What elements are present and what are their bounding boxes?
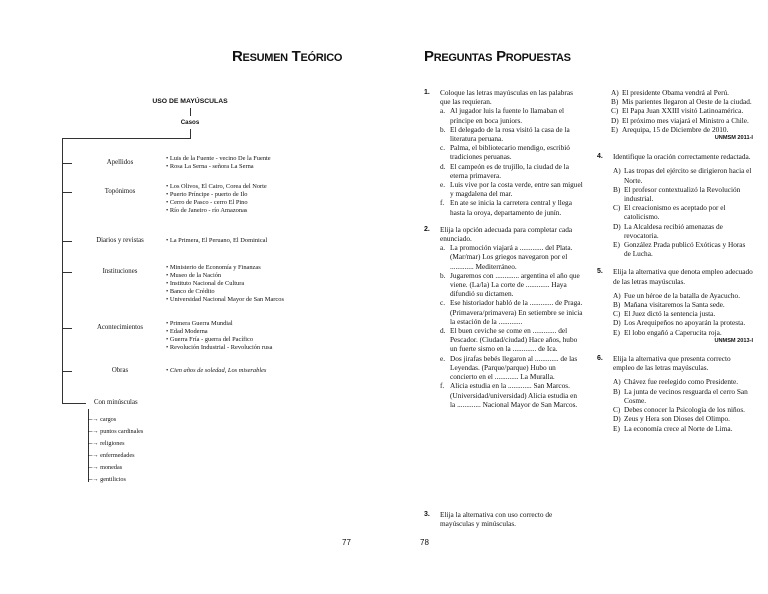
option-letter: E): [613, 327, 620, 337]
question-number: 4.: [597, 153, 603, 161]
item-text: La promoción viajará a ............. del Plata. (Mar/mar) Los griegos navegaron por el ............. Mediterráneo.: [450, 243, 573, 271]
diagram-casos: Casos: [180, 119, 200, 126]
items-acontecimientos: [166, 320, 272, 352]
item: • Banco de Crédito: [166, 288, 284, 296]
item-text: Palma, el bibliotecario mendigo, escribió tradiciones peruanas.: [450, 143, 570, 162]
option: [613, 414, 753, 423]
option: [613, 203, 753, 221]
sub-label: gentilicios: [100, 476, 126, 483]
root-connector: [190, 108, 191, 116]
item-letter: f.: [440, 381, 445, 391]
option-text: Mañana visitaremos la Santa sede.: [624, 300, 725, 310]
items-apellidos: [166, 155, 271, 171]
question-number: 3.: [424, 511, 430, 518]
option-letter: B): [611, 97, 619, 107]
option-letter: D): [613, 318, 621, 328]
option-text: El lobo engañó a Caperucita roja.: [624, 327, 722, 337]
question-6: [597, 354, 753, 433]
option: [613, 166, 753, 184]
option-text: La junta de vecinos resguarda el cerro San Cosme.: [624, 386, 748, 405]
category-minusculas: Con minúsculas: [94, 399, 138, 406]
option-letter: A): [611, 88, 619, 97]
item-letter: c.: [440, 298, 446, 308]
q1-item: [440, 143, 584, 161]
option-letter: C): [613, 203, 621, 213]
option: [613, 300, 753, 309]
sub-label: cargos: [100, 416, 117, 423]
option: [611, 106, 753, 115]
option-letter: D): [611, 115, 619, 125]
branch-line: [62, 192, 72, 193]
item-text: El delegado de la rosa visitó la casa de la literatura peruana.: [450, 124, 570, 144]
option-text: El próximo mes viajará el Ministro a Chile.: [622, 115, 749, 125]
items-instituciones: [166, 264, 284, 304]
category-toponimos: Topónimos: [104, 188, 136, 195]
option: [613, 377, 753, 386]
left-page-title: Resumen Teórico: [232, 48, 343, 65]
item: • Instituto Nacional de Cultura: [166, 280, 284, 288]
question-3: [424, 510, 584, 528]
question-2: [424, 225, 584, 409]
q2-item: [440, 354, 584, 382]
option: [613, 328, 753, 337]
item-text: El campeón es de trujillo, la ciudad de la eterna primavera.: [450, 161, 569, 180]
item-letter: c.: [440, 143, 446, 153]
question-number: 6.: [597, 355, 603, 363]
option-letter: B): [613, 386, 621, 396]
item-text: Alicia estudia en la ............. San Marcos. (Universidad/universidad) Alicia estudia en la ............. Nacional Mayor de San Marcos.: [450, 381, 578, 409]
item-letter: a.: [440, 243, 446, 253]
branch-line: [62, 272, 72, 273]
category-instituciones: Instituciones: [102, 268, 138, 275]
items-diarios: [166, 237, 267, 245]
column-left: [424, 88, 584, 415]
item: • Puerto Príncipe - puerto de Ilo: [166, 191, 267, 199]
q1-item: [440, 198, 584, 216]
q2-item: [440, 298, 584, 326]
top-bar: [62, 138, 191, 139]
item: • La Primera, El Peruano, El Dominical: [166, 237, 267, 245]
option: [611, 97, 753, 106]
q1-item: [440, 106, 584, 124]
option-text: El Papa Juan XXIII visitó Latinoamérica.: [622, 106, 744, 116]
sub-label: religiones: [100, 440, 125, 447]
right-page-title: Preguntas Propuestas: [424, 48, 571, 65]
branch-line: [62, 241, 72, 242]
option-letter: B): [613, 184, 621, 194]
option: [613, 387, 753, 405]
sub-item: ─→ cargos: [88, 416, 117, 423]
item: • Museo de la Nación: [166, 272, 284, 280]
option-text: Mis parientes llegaron al Oeste de la ciudad.: [622, 97, 752, 107]
item: • Río de Janeiro - río Amazonas: [166, 207, 267, 215]
item-text: Dos jirafas bebés llegaron al ............. de las Leyendas. (Parque/parque) Hubo un concierto en el ............. La Muralla.: [450, 353, 578, 382]
option-letter: E): [613, 423, 620, 433]
sub-item: ─→ puntos cardinales: [88, 428, 144, 435]
item: • Primera Guerra Mundial: [166, 320, 272, 328]
option-text: Debes conocer la Psicología de los niños.: [624, 405, 745, 415]
option-text: Zeus y Hera son Dioses del Olimpo.: [624, 414, 730, 424]
diagram-root: USO DE MAYÚSCULAS: [152, 98, 228, 105]
item-text: En ate se inicia la carretera central y llega hasta la oroya, departamento de junín.: [450, 198, 572, 217]
option-text: La economía crece al Norte de Lima.: [624, 423, 733, 433]
option-text: Los Arequipeños no apoyarán la protesta.: [624, 318, 746, 328]
option: [613, 309, 753, 318]
q3-options: [597, 88, 753, 143]
q1-item: [440, 180, 584, 198]
option-letter: A): [613, 290, 621, 300]
right-page-number: 78: [420, 538, 429, 547]
item: • Universidad Nacional Mayor de San Marcos: [166, 296, 284, 304]
question-stem: Elija la alternativa que presenta correcto empleo de las letras mayúsculas.: [613, 354, 731, 373]
branch-line: [62, 371, 72, 372]
option-letter: C): [611, 106, 619, 116]
item-letter: d.: [440, 326, 446, 336]
item-text: Al jugador luis la fuente lo llamaban el príncipe en boca juniors.: [450, 106, 565, 125]
item: • Guerra Fría - guerra del Pacífico: [166, 336, 272, 344]
option: [613, 405, 753, 414]
item: • Los Olivos, El Cairo, Corea del Norte: [166, 183, 267, 191]
question-stem: Elija la opción adecuada para completar cada enunciado.: [440, 224, 573, 244]
item: • Cien años de soledad, Los miserables: [166, 367, 266, 375]
question-number: 1.: [424, 89, 430, 96]
option-text: González Prada publicó Exóticas y Horas de Lucha.: [624, 240, 746, 259]
option-text: Chávez fue reelegido como Presidente.: [624, 377, 739, 387]
option: [611, 88, 753, 97]
item: • Cerro de Pasco - cerro El Pino: [166, 199, 267, 207]
option-text: El creacionismo es aceptado por el catolicismo.: [624, 203, 726, 222]
item-letter: d.: [440, 161, 446, 171]
option: [611, 116, 753, 125]
q1-item: [440, 125, 584, 143]
option: [613, 291, 753, 300]
minusculas-list: [88, 416, 143, 488]
question-stem: Coloque las letras mayúsculas en las palabras que las requieran.: [440, 88, 573, 107]
option: [613, 240, 753, 258]
item-letter: b.: [440, 124, 446, 134]
sub-label: monedas: [100, 464, 123, 471]
question-stem: Identifique la oración correctamente redactada.: [613, 152, 751, 162]
question-stem: Elija la alternativa con uso correcto de mayúsculas y minúsculas.: [440, 510, 553, 529]
question-4: [597, 152, 753, 258]
left-page-number: 77: [342, 538, 351, 547]
item-text: Luis vive por la costa verde, entre san miguel y magdalena del mar.: [450, 180, 583, 199]
q2-item: [440, 326, 584, 354]
items-toponimos: [166, 183, 267, 215]
item-text: El buen ceviche se come en ............. del Pescador. (Ciudad/ciudad) Hace años, hubo un fuerte sismo en la ............. de Ica.: [450, 326, 578, 354]
option-text: Las tropas del ejército se dirigieron hacia el Norte.: [624, 166, 752, 185]
sub-label: puntos cardinales: [100, 428, 144, 435]
option-text: La Alcaldesa recibió amenazas de revocatoria.: [624, 221, 723, 240]
casos-connector: [190, 129, 191, 138]
option-letter: C): [613, 309, 621, 319]
item: • Luis de la Fuente - vecino De la Fuente: [166, 155, 271, 163]
branch-line: [62, 163, 72, 164]
item-letter: a.: [440, 106, 446, 116]
sub-item: ─→ religiones: [88, 440, 125, 447]
question-5: [597, 267, 753, 346]
category-diarios: Diarios y revistas: [96, 237, 144, 244]
option: [611, 125, 753, 134]
question-stem: Elija la alternativa que denota empleo adecuado de las letras mayúsculas.: [613, 267, 753, 286]
item-letter: e.: [440, 180, 446, 190]
question-number: 2.: [424, 225, 430, 233]
item-text: Jugaremos con ............. argentina el año que viene. (La/la) La corte de ............. Haya difundió su dictamen.: [450, 270, 580, 299]
q1-item: [440, 162, 584, 180]
q2-item: [440, 271, 584, 299]
item: • Rosa La Serna - señora La Serna: [166, 163, 271, 171]
item: • Edad Moderna: [166, 328, 272, 336]
item-text: Ese historiador habló de la ............. de Praga. (Primavera/primavera) En setiembre se inicia la estación de la .............: [450, 298, 583, 326]
category-obras: Obras: [111, 367, 129, 374]
option: [613, 222, 753, 240]
sub-item: ─→ monedas: [88, 464, 123, 471]
question-1: [424, 88, 584, 217]
q2-item: [440, 243, 584, 271]
option-text: El profesor contextualizó la Revolución industrial.: [624, 184, 741, 204]
item-letter: b.: [440, 270, 446, 280]
option: [613, 424, 753, 433]
source-tag: UNMSM 2011-I: [714, 135, 753, 142]
sub-label: enfermedades: [100, 452, 135, 459]
items-obras: [166, 367, 266, 375]
category-apellidos: Apellidos: [106, 159, 134, 166]
column-right: [597, 88, 753, 439]
question-number: 5.: [597, 268, 603, 276]
option-letter: B): [613, 300, 621, 310]
main-spine: [62, 138, 63, 404]
option-letter: D): [613, 221, 621, 231]
option-letter: E): [611, 124, 618, 134]
option-letter: A): [613, 377, 621, 387]
item-letter: f.: [440, 198, 445, 208]
option-text: Fue un héroe de la batalla de Ayacucho.: [624, 290, 741, 300]
branch-line: [62, 328, 72, 329]
option-text: El Juez dictó la sentencia justa.: [624, 309, 716, 319]
option: [613, 318, 753, 327]
item: • Ministerio de Economía y Finanzas: [166, 264, 284, 272]
option-text: El presidente Obama vendrá al Perú.: [622, 88, 729, 97]
option-text: Arequipa, 15 de Diciembre de 2010.: [622, 124, 729, 134]
sub-item: ─→ gentilicios: [88, 476, 126, 483]
option: [613, 185, 753, 203]
option-letter: D): [613, 414, 621, 424]
option-letter: C): [613, 405, 621, 415]
option-letter: A): [613, 166, 621, 176]
source-tag: UNMSM 2013-I: [714, 337, 753, 344]
option-letter: E): [613, 240, 620, 250]
q2-item: [440, 381, 584, 409]
sub-item: ─→ enfermedades: [88, 452, 135, 459]
category-acontecimientos: Acontecimientos: [96, 324, 144, 331]
item-letter: e.: [440, 353, 446, 363]
branch-line: [62, 403, 86, 404]
item: • Revolución Industrial - Revolución rusa: [166, 344, 272, 352]
